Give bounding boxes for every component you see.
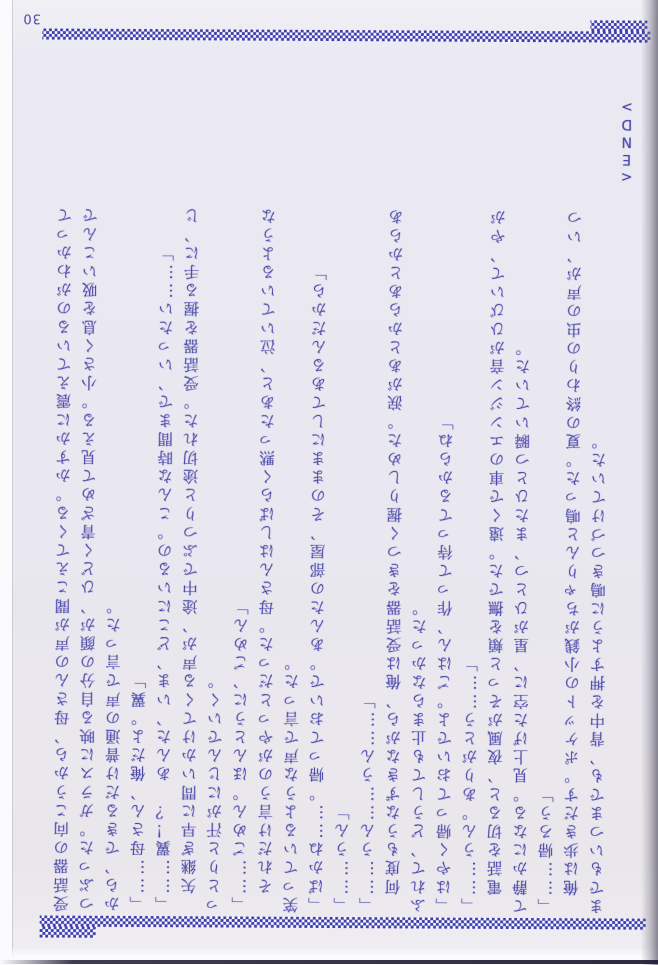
text-line: 矢継ぎ早に問いかけてくる声が、途中でぷつりと途切れた。受話器を握る手に、じ (180, 205, 202, 913)
text-line: 「はやく帰っておいでよ。ごはん、作って待ってるからね」 (435, 411, 456, 914)
ornament-band-top-corner (40, 926, 96, 937)
text-line: 俺は歩きだす。ポケットの小銭がちゃりんと鳴った。夏の終わりの虫の声が、いつ (562, 207, 585, 915)
bottom-scan-edge-line (0, 960, 658, 964)
ornament-band-bottom-corner (590, 20, 647, 31)
text-line: 「……うん……うん……」 (358, 689, 378, 914)
page-number: 30 (22, 10, 42, 26)
text-line: 「ばかね……。帰っておいで。あんたの部屋、そのままにしてあるんだから」 (307, 261, 330, 913)
text-line: 「……うん」 (333, 801, 352, 914)
text-line: までもいつまでも、背中を押すように鳴きつづけていた。 (588, 430, 609, 915)
text-line: 笑っているような声で言った。 (282, 652, 302, 913)
text-line: 電話を切ると、夜風がそっと頬を撫でた。遠くで車のエンジン音がひびいて、やが (486, 207, 508, 914)
text-line: 何度もうなずきながら、俺は受話器をきつく握りしめた。涙があとからあとからあ (384, 206, 406, 914)
text-line: 受話器の向こうから、母さんの声が聞こえてくる。かすかに震えているのがわかって (52, 204, 75, 912)
text-line: から、できるだけ普通の声で言った。 (103, 595, 124, 912)
text-line: ふれて、どうしても止まらなかった。 (409, 597, 430, 914)
text-line: っとりと汗がにじんでいく。 (205, 670, 226, 913)
text-line: つぶった。ガラスに映る自分の顔が、ひどく青ざめて見える。小さく息を吸いこんで (78, 204, 100, 912)
text-line: 「……母さん、俺だよ。翼」 (129, 670, 149, 913)
ornament-band-top (40, 915, 646, 929)
text-line: 「……翼！？ あんた、いま、どこにいるの。こんな時間まで、いったい……」 (154, 242, 177, 913)
end-marker: <END> (618, 97, 636, 185)
text-line: 「……ごめん。ほんとうに、ごめん」 (231, 596, 251, 913)
text-line: それだけ言うのがやっとだった。母さんはしばらく黙ったあと、泣いているような (256, 205, 279, 913)
vertical-text-block (50, 52, 644, 915)
gutter-shadow (641, 0, 658, 965)
text-line: て静かになる。見上げた空に、星がひとつ、またひとつ瞬いていた。 (511, 337, 533, 915)
text-line: 「……帰ろう」 (537, 783, 556, 915)
ornament-band-bottom (42, 28, 650, 42)
text-line: 「……うん。ありがとう……」 (460, 653, 481, 914)
